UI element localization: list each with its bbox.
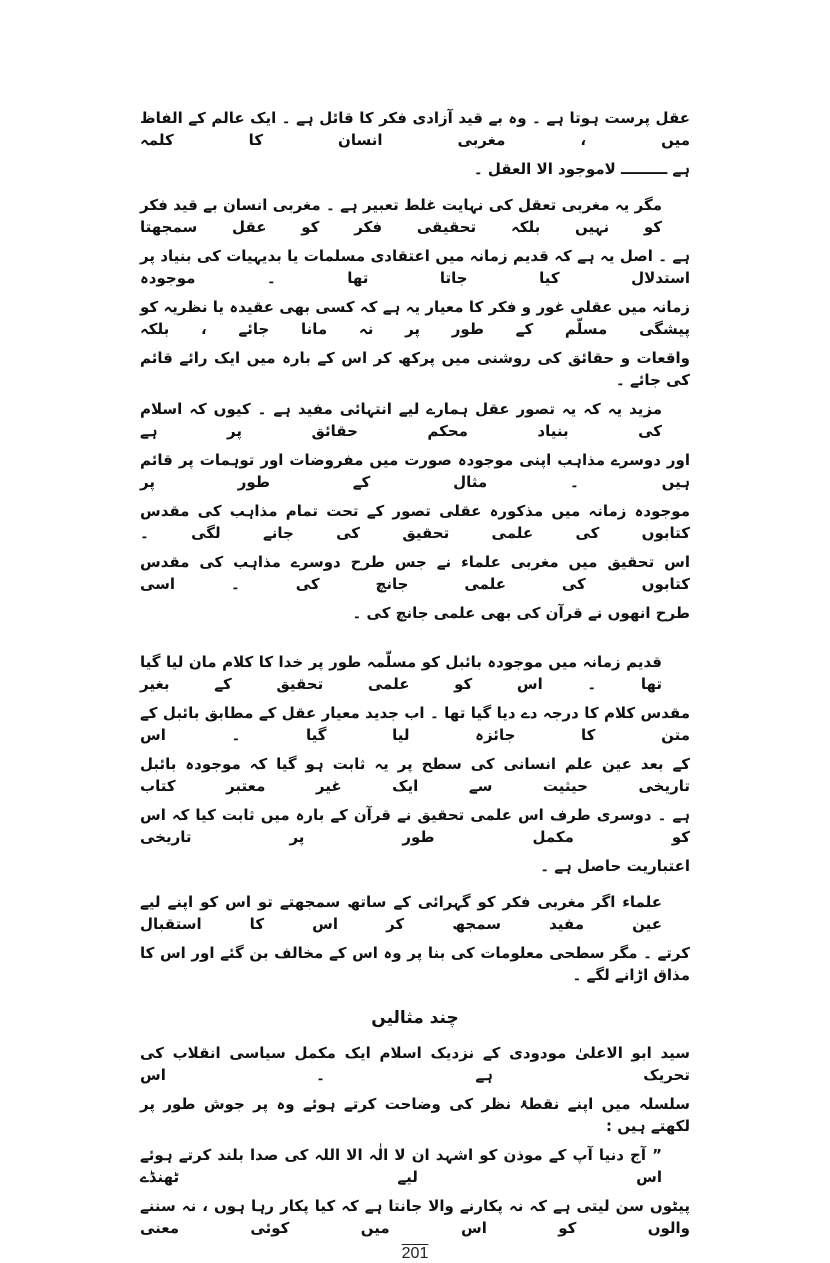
text-line: طرح انھوں نے قرآن کی بھی علمی جانچ کی ۔ xyxy=(352,603,690,622)
text-line: مزید یہ کہ یہ تصور عقل ہمارے لیے انتہائی مفید ہے ۔ کیوں کہ اسلام کی بنیاد محکم حقائق پر ہے xyxy=(140,399,662,440)
text-line: ہے ۔ اصل یہ ہے کہ قدیم زمانہ میں اعتقادی مسلمات یا بدیہیات کی بنیاد پر استدلال کیا جاتا تھا ۔ موجودہ xyxy=(140,246,690,287)
text-line: واقعات و حقائق کی روشنی میں پرکھ کر اس کے بارہ میں ایک رائے قائم کی جائے ۔ xyxy=(140,348,690,389)
text-line: مقدس کلام کا درجہ دے دیا گیا تھا ۔ اب جدید معیار عقل کے مطابق بائبل کے متن کا جائزہ لیا گیا ۔ اس xyxy=(140,704,690,744)
text-line: کے بعد عین علم انسانی کی سطح پر یہ ثابت ہو گیا کہ موجودہ بائبل تاریخی حیثیت سے ایک غیر معتبر کتاب xyxy=(140,755,690,795)
text-line: قدیم زمانہ میں موجودہ بائبل کو مسلّمہ طور پر خدا کا کلام مان لیا گیا تھا ۔ اس کو علمی تحقیق کے بغیر xyxy=(140,653,662,693)
text-line: مگر یہ مغربی تعقل کی نہایت غلط تعبیر ہے ۔ مغربی انسان بے قید فکر کو نہیں بلکہ تحقیقی فکر کو عقل سمجھتا xyxy=(140,195,662,236)
page-number: 201 xyxy=(401,1245,429,1262)
text-line: اور دوسرے مذاہب اپنی موجودہ صورت میں مفروضات اور توہمات پر قائم ہیں ۔ مثال کے طور پر xyxy=(140,450,690,491)
text-line: علماء اگر مغربی فکر کو گہرائی کے ساتھ سمجھتے تو اس کو اپنے لیے عین مفید سمجھ کر اس کا استقبال xyxy=(140,892,662,933)
text-line: سلسلہ میں اپنے نقطۂ نظر کی وضاحت کرتے ہوئے وہ پر جوش طور پر لکھتے ہیں : xyxy=(140,1095,690,1135)
text-line: ” آج دنیا آپ کے موذن کو اشہد ان لا الٰہ الا اللہ کی صدا بلند کرتے ہوئے اس لیے ٹھنڈے xyxy=(140,1146,662,1186)
text-line: اعتباریت حاصل ہے ۔ xyxy=(540,857,690,875)
text-line: پیٹوں سن لیتی ہے کہ نہ پکارنے والا جانتا ہے کہ کیا پکار رہا ہوں ، نہ سننے والوں کو اس میں کوئی معنی xyxy=(140,1197,690,1237)
text-line: اس تحقیق میں مغربی علماء نے جس طرح دوسرے مذاہب کی مقدس کتابوں کی علمی جانچ کی ۔ اسی xyxy=(140,552,690,593)
text-line: زمانہ میں عقلی غور و فکر کا معیار یہ ہے کہ کسی بھی عقیدہ یا نظریہ کو پیشگی مسلّم کے طور پر نہ مانا جائے ، بلکہ xyxy=(140,297,690,338)
text-line: کرتے ۔ مگر سطحی معلومات کی بنا پر وہ اس کے مخالف بن گئے اور اس کا مذاق اڑانے لگے ۔ xyxy=(140,943,690,984)
text-line: عقل پرست ہوتا ہے ۔ وہ بے قید آزادی فکر کا قائل ہے ۔ ایک عالم کے الفاظ میں ، مغربی انسان کا کلمہ xyxy=(140,109,690,149)
text-line: سید ابو الاعلیٰ مودودی کے نزدیک اسلام ایک مکمل سیاسی انقلاب کی تحریک ہے ۔ اس xyxy=(140,1044,690,1084)
section-heading: چند مثالیں xyxy=(371,1007,459,1028)
text-line: ہے ۔ دوسری طرف اس علمی تحقیق نے قرآن کے بارہ میں ثابت کیا کہ اس کو مکمل طور پر تاریخی xyxy=(140,806,690,846)
text-line: موجودہ زمانہ میں مذکورہ عقلی تصور کے تحت تمام مذاہب کی مقدس کتابوں کی علمی تحقیق کی جانے لگی ۔ xyxy=(140,501,690,542)
text-line: ہے ـــــــــ لاموجود الا العقل ۔ xyxy=(473,160,690,178)
